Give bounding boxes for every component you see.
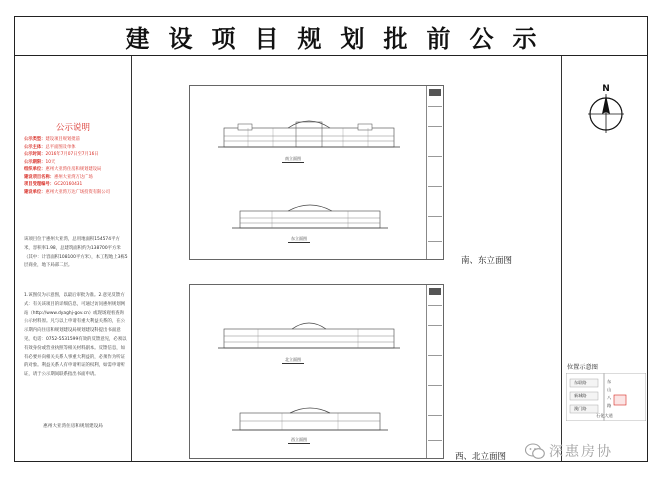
elevation-drawing [218, 114, 400, 148]
map-column [561, 56, 647, 461]
meta-line: 公示期限：10天 [24, 159, 56, 165]
watermark-text: 深惠房协 [549, 444, 613, 460]
location-map [566, 373, 646, 421]
elevation-drawing [232, 403, 388, 431]
elevation-caption: 东立面图 [288, 236, 310, 243]
title-block [426, 86, 443, 259]
elevation-drawing [232, 201, 388, 229]
drawing-label: 西、北立面图 [455, 452, 507, 462]
title-bar [15, 17, 647, 56]
elevation-caption: 北立面图 [282, 357, 304, 364]
notice-board [14, 16, 648, 462]
meta-line: 公示时间：2016年7月07日至7月16日 [24, 152, 99, 157]
meta-line: 建设单位：惠州大亚湾万达广场投资有限公司 [24, 189, 110, 195]
drawing-sheet [189, 284, 444, 459]
firm-logo [429, 288, 441, 295]
map-label: 八 [607, 395, 612, 400]
meta-line: 公示类型：建设项目规划批前 [24, 137, 80, 142]
notice-heading: 公示说明 [55, 123, 90, 133]
map-label: 石化大道 [596, 413, 613, 418]
drawing-label: 南、东立面图 [461, 256, 513, 266]
meta-line: 建设项目名称：惠州大亚湾万达广场 [24, 174, 93, 180]
elevation-caption: 南立面图 [282, 156, 304, 163]
project-description: 该项目位于惠州大亚湾，总用地面积154574平方米，容积率1.98，总建筑面积约为138700平方米（其中：计容面积108100平方米），本工程地上3栋5层商业，地下局部二层。 [24, 237, 128, 269]
elevation-drawing [218, 315, 400, 349]
meta-line: 组织单位：惠州大亚湾住房和规划建设局 [24, 167, 102, 172]
watermark [525, 441, 613, 461]
page-title: 建设项目规划批前公示 [125, 23, 556, 53]
map-label: 新城路 [574, 393, 587, 398]
map-label: 山 [607, 387, 612, 392]
elevation-caption: 西立面图 [288, 437, 310, 444]
map-label: 东联路 [574, 380, 587, 385]
drawing-sheet [189, 85, 444, 260]
firm-logo [429, 89, 441, 96]
chat-bubble-icon [525, 443, 545, 460]
meta-line: 公示主体：总平面图及单体 [24, 144, 76, 150]
north-arrow-icon [586, 82, 626, 134]
map-label: 路 [607, 403, 612, 408]
drawings-column [132, 56, 561, 461]
map-label: 东 [607, 379, 612, 384]
notice-meta-list [24, 136, 128, 196]
feedback-instructions: 1.该图仅为示意图，以最后审批为准。2.意见反馈方式：有关该项目的详细信息，可通过访问惠州规划网站（http://www.dyaghj-gov.cn）或现场观看查询公示材料原。凡与以上申请有重大利益关系的，在公示期内向住房和规划建设局规划建设科提出书面意见，电话：0752-5531599有效的反馈意见，必须以有效身份或营业执照等相关材料副本。反馈信息，如有必要并向相关关系人事重大利益的，必须作为听证的对象。利益关系人有申请听证的权利，如需申请听证，请于公示期间联系指出书面申请。 [24, 293, 127, 378]
north-label: N [602, 84, 610, 94]
location-map-title: 位置示意图 [567, 364, 598, 371]
title-block [426, 285, 443, 458]
meta-line: 项目受理编号：GC20160431 [24, 182, 83, 187]
map-label: 澳门路 [574, 406, 587, 411]
issuer-signature: 惠州大亚湾住房和规划建设局 [43, 424, 103, 429]
notice-column [15, 56, 132, 461]
